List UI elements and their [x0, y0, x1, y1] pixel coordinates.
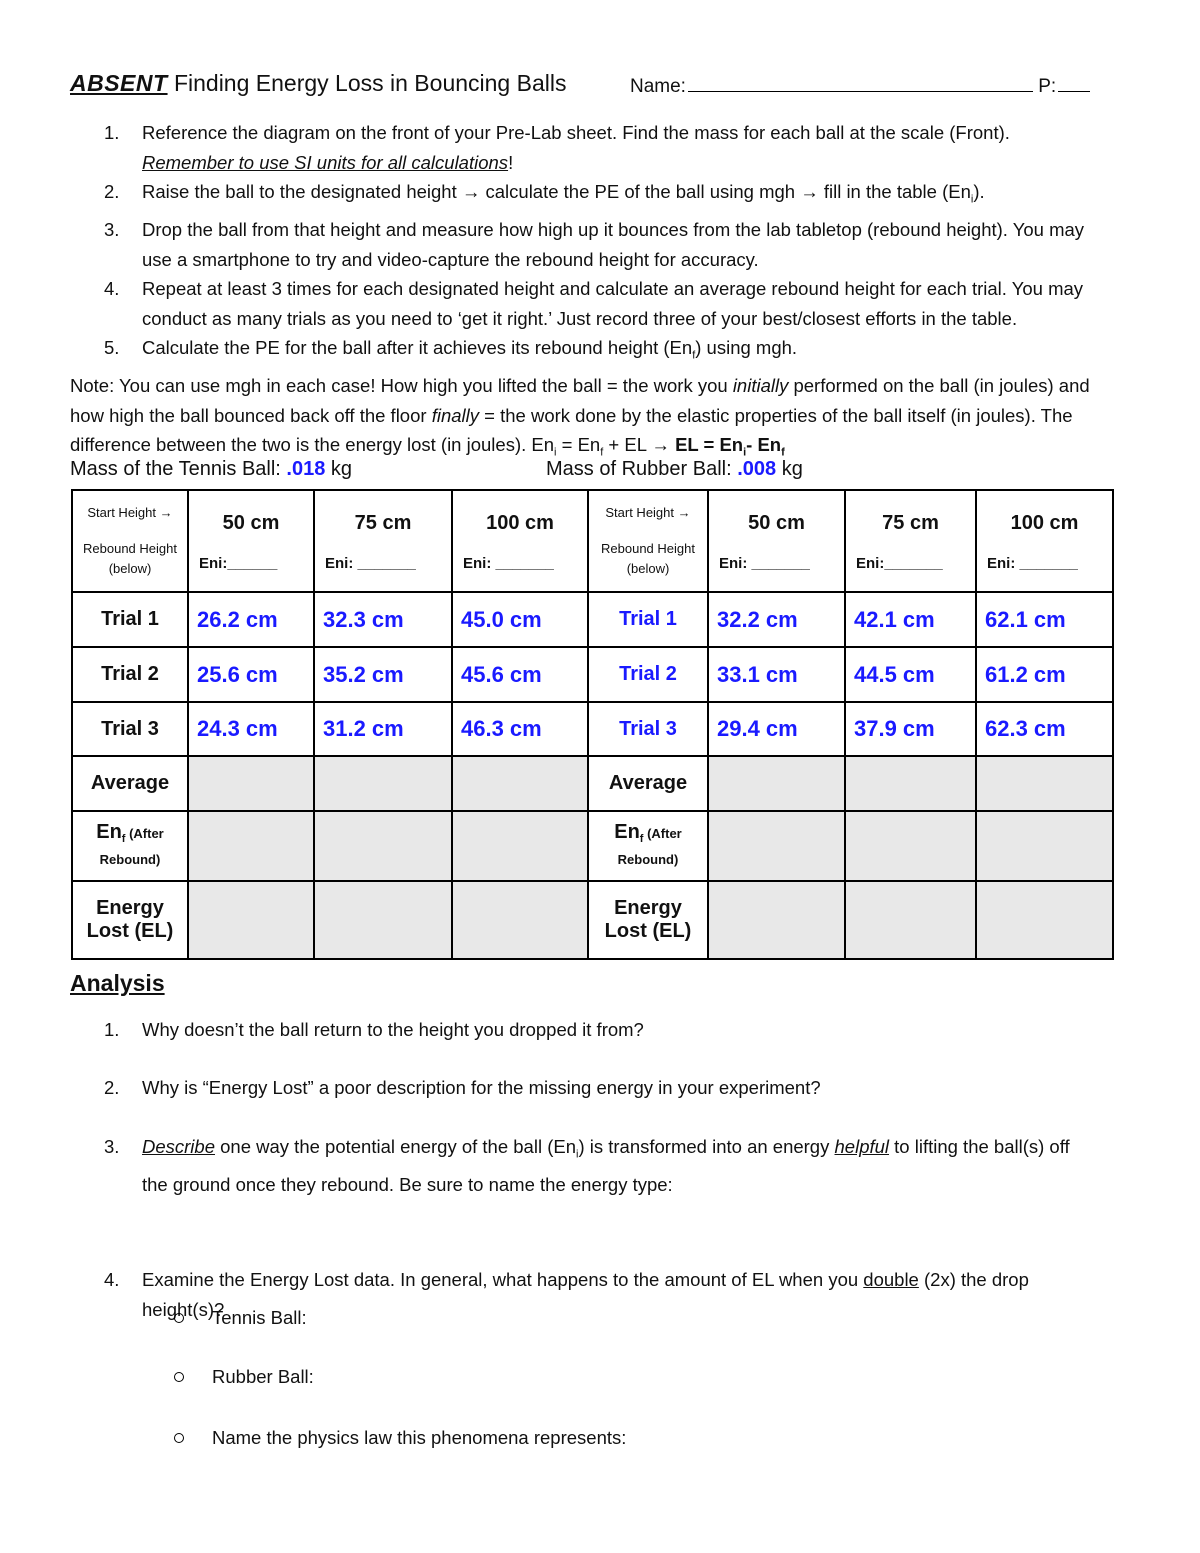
subquestion-tennis: Tennis Ball: — [174, 1307, 307, 1329]
circle-bullet-icon — [174, 1433, 184, 1443]
period-field[interactable] — [1058, 74, 1090, 92]
rubber-100cm-header: 100 cm Eni: _______ — [976, 490, 1113, 592]
rubber-enf-100[interactable] — [976, 811, 1113, 881]
tennis-50cm-header: 50 cm Eni:______ — [188, 490, 314, 592]
tennis-el-50[interactable] — [188, 881, 314, 959]
rubber-75cm-header: 75 cm Eni:_______ — [845, 490, 976, 592]
analysis-heading: Analysis — [70, 970, 165, 996]
energy-lost-label-rubber: Energy Lost (EL) — [588, 881, 708, 959]
circle-bullet-icon — [174, 1313, 184, 1323]
step-5: 5. Calculate the PE for the ball after it achieves its rebound height $(En_f)$ using mgh. — [104, 337, 798, 362]
rubber-50cm-header: 50 cm Eni: _______ — [708, 490, 845, 592]
tennis-enf-75[interactable] — [314, 811, 452, 881]
question-4: 4. Examine the Energy Lost data. In general, what happens to the amount of EL when you double (2x) the drop height(s)? — [104, 1269, 1029, 1320]
el-formula: EL = $En_i-$ $En_f$ — [675, 434, 785, 460]
tennis-75cm-header: 75 cm Eni: _______ — [314, 490, 452, 592]
enf-label: $En_f$ (After Rebound) — [72, 811, 188, 881]
enf-row — [72, 811, 1113, 881]
tennis-avg-50[interactable] — [188, 756, 314, 811]
tennis-enf-50[interactable] — [188, 811, 314, 881]
tennis-el-100[interactable] — [452, 881, 588, 959]
rubber-enf-50[interactable] — [708, 811, 845, 881]
subquestion-law: Name the physics law this phenomena represents: — [174, 1427, 626, 1449]
enf-label-rubber: $En_f$ (After Rebound) — [588, 811, 708, 881]
rubber-el-75[interactable] — [845, 881, 976, 959]
name-label: Name: — [630, 76, 686, 97]
table-row: Trial 1 26.2 cm 32.3 cm 45.0 cm Trial 1 32.2 cm 42.1 cm 62.1 cm — [72, 592, 1113, 647]
energy-lost-label: Energy Lost (EL) — [72, 881, 188, 959]
name-field[interactable] — [688, 74, 1033, 92]
rubber-enf-75[interactable] — [845, 811, 976, 881]
rubber-avg-75[interactable] — [845, 756, 976, 811]
subquestion-rubber: Rubber Ball: — [174, 1366, 314, 1388]
tennis-avg-75[interactable] — [314, 756, 452, 811]
instructions — [70, 118, 1100, 469]
question-3: 3. Describe one way the potential energy of the ball $(En_i)$ is transformed into an energy helpful to lifting the ball(s) off the ground once they rebound. Be sure to name the energy type: — [104, 1136, 1070, 1196]
circle-bullet-icon — [174, 1372, 184, 1382]
worksheet-title: Finding Energy Loss in Bouncing Balls — [167, 70, 567, 96]
step-2: 2. Raise the ball to the designated height → calculate the PE of the ball using mgh → fill in the table $(En_i)$. — [104, 181, 985, 206]
ball-masses — [70, 458, 1110, 481]
tennis-100cm-header: 100 cm Eni: _______ — [452, 490, 588, 592]
tennis-avg-100[interactable] — [452, 756, 588, 811]
tennis-enf-100[interactable] — [452, 811, 588, 881]
absent-label: ABSENT — [70, 70, 168, 96]
table-row: Trial 2 25.6 cm 35.2 cm 45.6 cm Trial 2 33.1 cm 44.5 cm 61.2 cm — [72, 647, 1113, 702]
question-2: 2. Why is “Energy Lost” a poor description for the missing energy in your experiment? — [104, 1077, 821, 1098]
name-period-block — [630, 74, 1090, 98]
table-row: Trial 3 24.3 cm 31.2 cm 46.3 cm Trial 3 29.4 cm 37.9 cm 62.3 cm — [72, 702, 1113, 756]
rubber-avg-100[interactable] — [976, 756, 1113, 811]
step-3: 3. Drop the ball from that height and measure how high up it bounces from the lab tabletop (rebound height). You may use a smartphone to try and video-capture the rebound height for accuracy. — [104, 219, 1085, 270]
rubber-mass: Mass of Rubber Ball: .008 kg — [546, 458, 803, 480]
rubber-el-50[interactable] — [708, 881, 845, 959]
energy-lost-row — [72, 881, 1113, 959]
step-4: 4. Repeat at least 3 times for each designated height and calculate an average rebound height for each trial. You may conduct as many trials as you need to ‘get it right.’ Just record three of your best/closest efforts in the table. — [104, 278, 1084, 329]
tennis-el-75[interactable] — [314, 881, 452, 959]
rubber-el-100[interactable] — [976, 881, 1113, 959]
start-height-cell: Start Height → Rebound Height (below) — [72, 490, 188, 592]
worksheet-header — [70, 70, 1080, 104]
step-1: 1. Reference the diagram on the front of your Pre-Lab sheet. Find the mass for each ball at the scale (Front). Remember to use SI units for all calculations! — [104, 122, 1010, 173]
si-units-reminder: Remember to use SI units for all calculations — [142, 151, 509, 173]
header-row — [72, 490, 1113, 592]
average-row: Average Average — [72, 756, 1113, 811]
tennis-mass: Mass of the Tennis Ball: .018 kg — [70, 458, 353, 480]
period-label: P: — [1038, 76, 1057, 97]
data-table — [71, 489, 1114, 960]
start-height-cell-rubber: Start Height → Rebound Height (below) — [588, 490, 708, 592]
rubber-avg-50[interactable] — [708, 756, 845, 811]
note-paragraph: Note: You can use mgh in each case! How high you lifted the ball = the work you initially performed on the ball (in joules) and how high the ball bounced back off the floor finally = the work done by the elastic properties of the ball itself (in joules). The difference between the two is the energy lost (in joules). $En_i = En_f$ + EL → EL = $En_i-$ $En_f$ — [70, 375, 1090, 460]
question-1: 1. Why doesn’t the ball return to the height you dropped it from? — [104, 1019, 644, 1040]
